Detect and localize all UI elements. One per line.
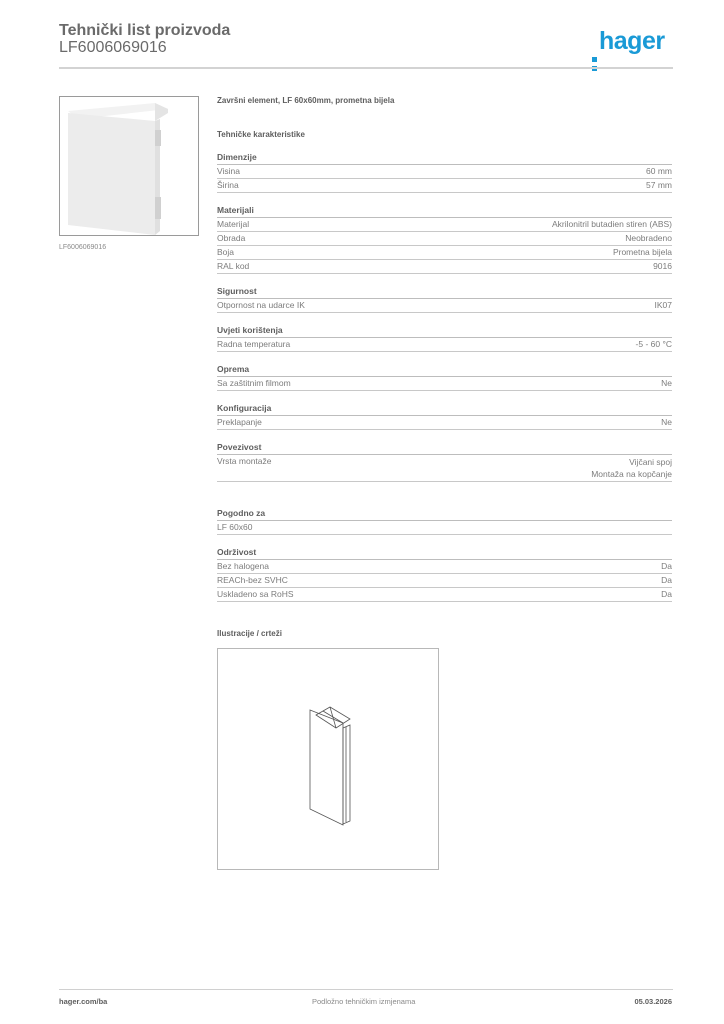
spec-row [217, 299, 672, 313]
row-value-line: Vijčani spoj [629, 457, 672, 467]
logo-text: hager [599, 27, 665, 55]
row-value: 57 mm [646, 180, 672, 190]
footer-divider [59, 989, 673, 990]
section-title: Materijali [217, 205, 672, 218]
spec-row [217, 588, 672, 602]
product-image-caption: LF6006069016 [59, 244, 107, 251]
section-materijali [217, 205, 672, 274]
spec-row [217, 521, 672, 535]
spec-row [217, 165, 672, 179]
spec-row [217, 377, 672, 391]
row-label: Sa zaštitnim filmom [217, 378, 291, 388]
section-title: Pogodno za [217, 508, 672, 521]
spec-row [217, 416, 672, 430]
hager-logo [592, 27, 665, 55]
row-value: Da [661, 575, 672, 585]
row-value: 9016 [653, 261, 672, 271]
end-cap-line-drawing-icon [218, 649, 438, 869]
section-title: Povezivost [217, 442, 672, 455]
section-povezivost [217, 442, 672, 482]
row-value: IK07 [654, 300, 672, 310]
product-description: Završni element, LF 60x60mm, prometna bijela [217, 96, 395, 105]
spec-row [217, 574, 672, 588]
section-title: Sigurnost [217, 286, 672, 299]
spec-row [217, 560, 672, 574]
footer-notice: Podložno tehničkim izmjenama [312, 997, 416, 1006]
section-pogodno-za [217, 508, 672, 535]
row-label: Preklapanje [217, 417, 262, 427]
row-label: Bez halogena [217, 561, 269, 571]
row-label: Uskladeno sa RoHS [217, 589, 294, 599]
section-title: Konfiguracija [217, 403, 672, 416]
row-label: Materijal [217, 219, 250, 229]
row-value: Da [661, 589, 672, 599]
spec-heading: Tehničke karakteristike [217, 130, 305, 139]
spec-row [217, 218, 672, 232]
section-konfiguracija [217, 403, 672, 430]
row-value [591, 456, 672, 480]
row-label: LF 60x60 [217, 522, 253, 532]
row-value: Neobradeno [625, 233, 672, 243]
row-value: Ne [661, 417, 672, 427]
footer-website-link[interactable]: hager.com/ba [59, 997, 108, 1006]
row-label: Širina [217, 180, 239, 190]
technical-drawing [217, 648, 439, 870]
spec-row [217, 179, 672, 193]
row-label: Boja [217, 247, 235, 257]
row-label: Obrada [217, 233, 246, 243]
section-oprema [217, 364, 672, 391]
row-value: Akrilonitril butadien stiren (ABS) [552, 219, 672, 229]
spec-row [217, 260, 672, 274]
row-label: Visina [217, 166, 240, 176]
section-title: Oprema [217, 364, 672, 377]
section-title: Održivost [217, 547, 672, 560]
row-label: REACh-bez SVHC [217, 575, 288, 585]
spec-row [217, 232, 672, 246]
row-label: Otpornost na udarce IK [217, 300, 305, 310]
row-value: Da [661, 561, 672, 571]
page-title: Tehnički list proizvoda [59, 22, 231, 39]
row-value-line: Montaža na kopčanje [591, 469, 672, 479]
row-value: Ne [661, 378, 672, 388]
product-image [59, 96, 199, 236]
row-label: RAL kod [217, 261, 250, 271]
header-divider [59, 67, 673, 69]
section-title: Dimenzije [217, 152, 672, 165]
spec-row [217, 246, 672, 260]
illustrations-heading: Ilustracije / crteži [217, 629, 282, 638]
row-label: Radna temperatura [217, 339, 291, 349]
section-uvjeti-koristenja [217, 325, 672, 352]
section-dimenzije [217, 152, 672, 193]
row-label: Vrsta montaže [217, 456, 272, 466]
section-title: Uvjeti korištenja [217, 325, 672, 338]
row-value: Prometna bijela [612, 247, 672, 257]
row-value: -5 - 60 °C [635, 339, 672, 349]
spec-panel [217, 96, 672, 602]
section-odrzivost [217, 547, 672, 602]
product-code: LF6006069016 [59, 39, 167, 56]
section-sigurnost [217, 286, 672, 313]
footer-date: 05.03.2026 [634, 997, 672, 1006]
spec-row [217, 455, 672, 482]
end-cap-photo-icon [60, 97, 199, 236]
spec-row [217, 338, 672, 352]
row-value: 60 mm [646, 166, 672, 176]
